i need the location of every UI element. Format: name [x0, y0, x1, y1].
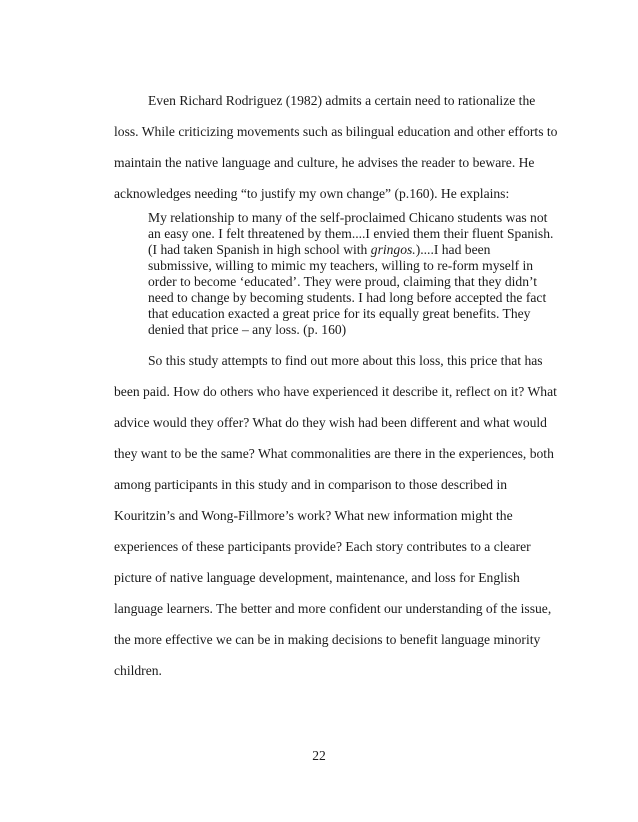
paragraph-2-line-7: experiences of these participants provide? Each story contributes to a clearer	[114, 539, 531, 554]
paragraph-2-line-3: advice would they offer? What do they wish had been different and what would	[114, 415, 547, 430]
quote-italic-gringos: gringos.	[370, 242, 416, 257]
paragraph-1-line-2: loss. While criticizing movements such as bilingual education and other efforts to	[114, 124, 558, 139]
paragraph-2-line-11: children.	[114, 663, 162, 678]
quote-line-3-after: )....I had been	[415, 242, 491, 257]
quote-line-3-before: (I had taken Spanish in high school with	[148, 242, 371, 257]
quote-line-8: denied that price – any loss. (p. 160)	[148, 322, 347, 337]
paragraph-2-line-10: the more effective we can be in making decisions to benefit language minority	[114, 632, 541, 647]
paragraph-2-line-4: they want to be the same? What commonalities are there in the experiences, both	[114, 446, 554, 461]
quote-line-6: need to change by becoming students. I had long before accepted the fact	[148, 290, 547, 305]
quote-line-2: an easy one. I felt threatened by them....I envied them their fluent Spanish.	[148, 226, 554, 241]
quote-line-1: My relationship to many of the self-proclaimed Chicano students was not	[148, 210, 548, 225]
quote-line-5: order to become ‘educated’. They were proud, claiming that they didn’t	[148, 274, 538, 289]
paragraph-2-line-5: among participants in this study and in comparison to those described in	[114, 477, 508, 492]
paragraph-2-line-2: been paid. How do others who have experienced it describe it, reflect on it? What	[114, 384, 557, 399]
paragraph-2-line-9: language learners. The better and more confident our understanding of the issue,	[114, 601, 552, 616]
quote-line-7: that education exacted a great price for its equally great benefits. They	[148, 306, 531, 321]
quote-line-3	[148, 242, 490, 258]
quote-line-4: submissive, willing to mimic my teachers, willing to re-form myself in	[148, 258, 534, 273]
paragraph-2-line-1: So this study attempts to find out more about this loss, this price that has	[148, 353, 543, 368]
paragraph-1-line-4: acknowledges needing “to justify my own change” (p.160). He explains:	[114, 186, 510, 201]
paragraph-2-line-6: Kouritzin’s and Wong-Fillmore’s work? What new information might the	[114, 508, 513, 523]
page-number: 22	[312, 748, 326, 763]
paragraph-2-line-8: picture of native language development, maintenance, and loss for English	[114, 570, 520, 585]
paragraph-1-line-1: Even Richard Rodriguez (1982) admits a certain need to rationalize the	[148, 93, 536, 108]
paragraph-1-line-3: maintain the native language and culture, he advises the reader to beware. He	[114, 155, 535, 170]
